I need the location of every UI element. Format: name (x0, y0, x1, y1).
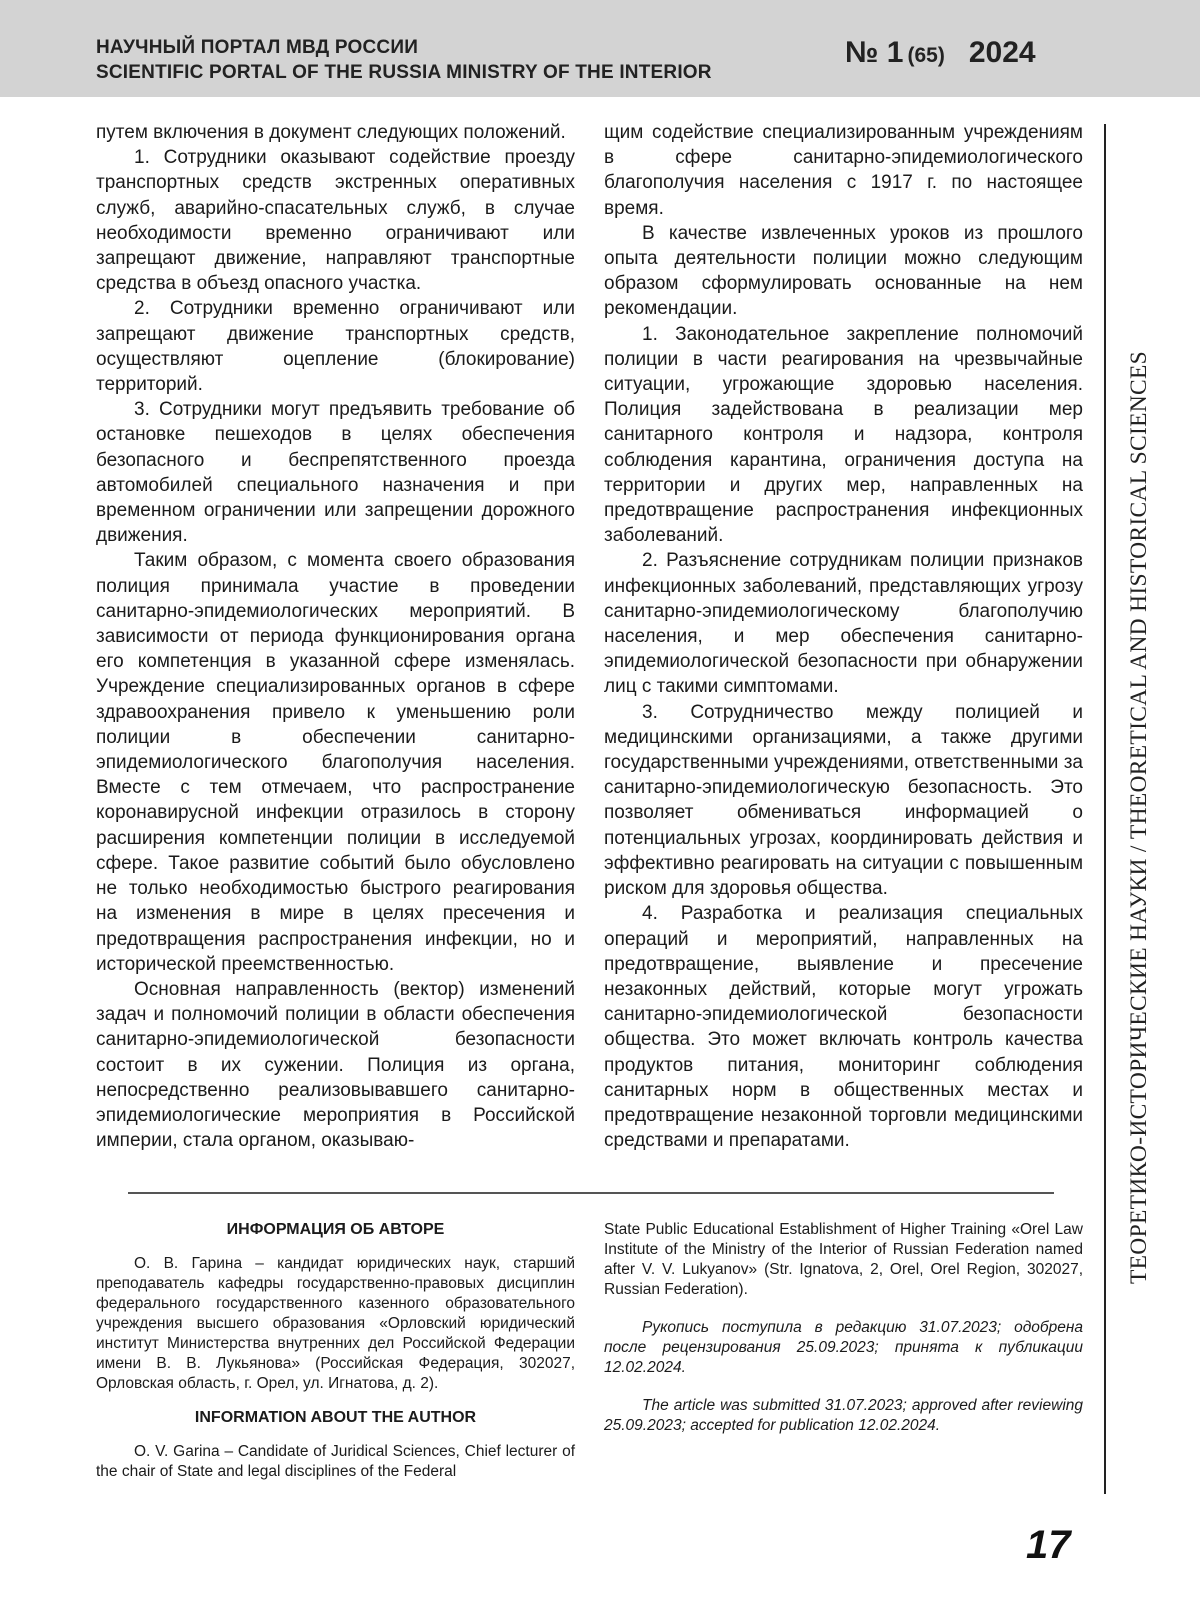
paragraph: щим содействие специализированным учреждениям в сфере санитарно-эпидемиологического благополучия населения с 1917 г. по настоящее время. (604, 122, 1083, 219)
submission-dates-ru: Рукопись поступила в редакцию 31.07.2023; одобрена после рецензирования 25.09.2023; принята к публикации 12.02.2024. (604, 1319, 1083, 1376)
section-divider (128, 1192, 1054, 1194)
journal-title-ru: НАУЧНЫЙ ПОРТАЛ МВД РОССИИ (96, 37, 419, 58)
page-number: 17 (1026, 1523, 1071, 1567)
issue-total: (65) (907, 44, 945, 67)
section-side-title: ТЕОРЕТИКО-ИСТОРИЧЕСКИЕ НАУКИ / THEORETICAL AND HISTORICAL SCIENCES (1126, 350, 1152, 1284)
right-column (604, 120, 1083, 1153)
paragraph: 4. Разработка и реализация специальных операций и мероприятий, направленных на предотвращение, выявление и пресечение незаконных действий, которые могут угрожать санитарно-эпидемиологической безопасности общества. Это может включать контроль качества продуктов питания, мониторинг соблюдения санитарных норм в общественных местах и предотвращение незаконной торговли медицинскими средствами и препаратами. (604, 903, 1083, 1152)
submission-dates-en: The article was submitted 31.07.2023; approved after reviewing 25.09.2023; accepted for publication 12.02.2024. (604, 1397, 1083, 1434)
author-info-left (96, 1220, 575, 1482)
paragraph: 2. Сотрудники временно ограничивают или запрещают движение транспортных средств, осуществляют оцепление (блокирование) территорий. (96, 298, 575, 396)
author-text-ru: О. В. Гарина – кандидат юридических наук, старший преподаватель кафедры государственно-правовых дисциплин федерального государственного казенного образовательного учреждения высшего образования «Орловский юридический институт Министерства внутренних дел Российской Федерации имени В. В. Лукьянова» (Российская Федерация, 302027, Орловская область, г. Орел, ул. Игнатова, д. 2). (96, 1255, 575, 1392)
page-header (0, 0, 1200, 97)
side-divider (1104, 124, 1106, 1494)
author-heading-en: INFORMATION ABOUT THE AUTHOR (194, 1409, 477, 1426)
journal-title-en: SCIENTIFIC PORTAL OF THE RUSSIA MINISTRY OF THE INTERIOR (96, 62, 712, 83)
author-heading-ru: ИНФОРМАЦИЯ ОБ АВТОРЕ (226, 1221, 445, 1238)
paragraph: Основная направленность (вектор) изменений задач и полномочий полиции в области обеспечения санитарно-эпидемиологической безопасности состоит в их сужении. Полиция из органа, непосредственно реализовывавшего санитарно-эпидемиологические мероприятия в Российской империи, стала органом, оказываю- (96, 978, 575, 1152)
paragraph: 2. Разъяснение сотрудникам полиции признаков инфекционных заболеваний, представляющих угрозу санитарно-эпидемиологическому благополучию населения, и мер обеспечения санитарно-эпидемиологической безопасности при обнаружении лиц с такими симптомами. (604, 550, 1083, 698)
paragraph: 1. Сотрудники оказывают содействие проезду транспортных средств экстренных оперативных служб, аварийно-спасательных служб, в случае необходимости временно ограничивают или запрещают движение, направляют транспортные средства в объезд опасного участка. (96, 147, 575, 295)
issue-number: № 1 (845, 36, 904, 69)
paragraph: В качестве извлеченных уроков из прошлого опыта деятельности полиции можно следующим образом сформулировать основанные на нем рекомендации. (604, 222, 1083, 320)
author-text-en-continued: State Public Educational Establishment of Higher Training «Orel Law Institute of the Ministry of the Interior of Russian Federation named after V. V. Lukyanov» (Str. Ignatova, 2, Orel, Orel Region, 302027, Russian Federation). (604, 1221, 1083, 1298)
left-column (96, 120, 575, 1153)
paragraph: Таким образом, с момента своего образования полиция принимала участие в проведении санитарно-эпидемиологических мероприятий. В зависимости от периода функционирования органа его компетенция в указанной сфере изменялась. Учреждение специализированных органов в сфере здравоохранения привело к уменьшению роли полиции в обеспечении санитарно-эпидемиологического благополучия населения. Вместе с тем отмечаем, что распространение коронавирусной инфекции отразилось в сторону расширения компетенции полиции в исследуемой сфере. Такое развитие событий было обусловлено не только необходимостью быстрого реагирования на изменения в мире в целях пресечения и предотвращения распространения инфекции, но и исторической преемственностью. (96, 550, 575, 975)
issue-info (845, 36, 1036, 70)
paragraph: путем включения в документ следующих положений. (96, 122, 566, 143)
paragraph: 3. Сотрудники могут предъявить требование об остановке пешеходов в целях обеспечения безопасного и беспрепятственного проезда автомобилей специального назначения и при временном ограничении или запрещении дорожного движения. (96, 399, 575, 547)
issue-year: 2024 (968, 36, 1036, 69)
paragraph: 1. Законодательное закрепление полномочий полиции в части реагирования на чрезвычайные ситуации, угрожающие здоровью населения. Полиция задействована в реализации мер санитарного контроля и надзора, контроля соблюдения карантина, ограничения доступа на территории и других мер, направленных на предотвращение распространения инфекционных заболеваний. (604, 323, 1083, 547)
paragraph: 3. Сотрудничество между полицией и медицинскими организациями, а также другими государственными учреждениями, ответственными за санитарно-эпидемиологическую безопасность. Это позволяет обмениваться информацией о потенциальных угрозах, координировать действия и эффективно реагировать на ситуации с повышенным риском для здоровья общества. (604, 701, 1083, 900)
author-info-right (604, 1220, 1083, 1436)
author-text-en: O. V. Garina – Candidate of Juridical Sciences, Chief lecturer of the chair of State and legal disciplines of the Federal (96, 1443, 575, 1480)
